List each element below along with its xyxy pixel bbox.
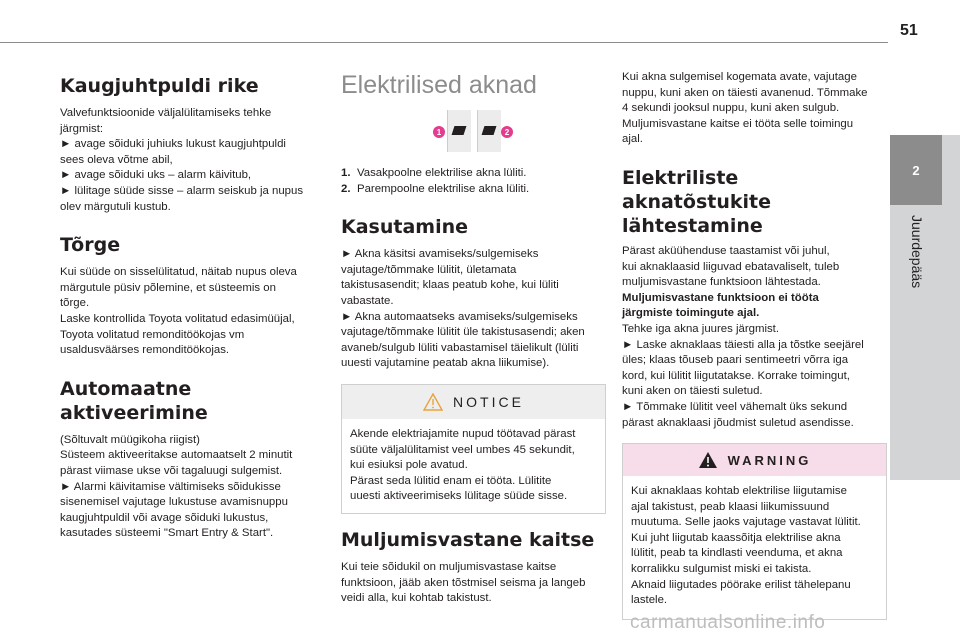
text-line: ► Laske aknaklaas täiesti alla ja tõstke seejärel	[622, 338, 864, 351]
text-line: kord, kui lülitit liigutatakse. Korrake toimingut,	[622, 369, 850, 382]
warning-header	[623, 444, 886, 476]
auto-activation-text	[60, 433, 325, 542]
text-line: 4 sekundi jooksul nuppu, kuni aken sulgub.	[622, 102, 840, 115]
text-line: muljumisvastane funktsioon lähtestada.	[622, 276, 821, 289]
section-title-anti-pinch: Muljumisvastane kaitse	[341, 528, 595, 551]
text-line: takistusasendit; klaas peatub kohe, kui lüliti	[341, 279, 559, 292]
title-line: Elektriliste aknatõstukite	[622, 166, 771, 213]
text-line: ► lülitage süüde sisse – alarm seiskub ja nupus	[60, 184, 304, 197]
text-line: süüte väljalülitamist veel umbes 45 sekundit,	[350, 443, 575, 456]
text-line: Aknaid liigutades pöörake erilist tähelepanu	[631, 578, 851, 591]
section-title-remote-failure: Kaugjuhtpuldi rike	[60, 75, 259, 97]
text-line: uuesti vajutamine peatab akna liikumise).	[341, 357, 550, 370]
text-line: Süsteem aktiveeritakse automaatselt 2 minutit	[60, 449, 293, 462]
text-line: Pärast seda lülitid enam ei tööta. Lülitite	[350, 474, 552, 487]
callout-badge-1: 1	[433, 126, 445, 138]
text-line: Toyota volitatud remonditöökojas vm	[60, 328, 245, 341]
callout-badge-2: 2	[501, 126, 513, 138]
text-line: kui aknaklaasid liiguvad ebatavaliselt, tuleb	[622, 260, 840, 273]
text-line: Tehke iga akna juures järgmist.	[622, 322, 780, 335]
text-line: Kui teie sõidukil on muljumisvastase kaitse	[341, 560, 557, 573]
title-line: lähtestamine	[622, 214, 763, 237]
text-line: tõrge.	[60, 297, 90, 310]
text-line: kaugjuhtpuldil või avage sõiduki lukustus,	[60, 511, 269, 524]
page-number: 51	[900, 22, 918, 39]
text-line: ► Akna käsitsi avamiseks/sulgemiseks	[341, 248, 539, 261]
text-line: funktsioon, jääb aken tõstmisel seisma ja langeb	[341, 576, 586, 589]
text-line: muutuma. Selle jaoks vajutage vastavat lülitit.	[631, 516, 861, 529]
text-line: Laske kontrollida Toyota volitatud edasimüüjal,	[60, 312, 295, 325]
text-line: Valvefunktsioonide väljalülitamiseks tehke	[60, 107, 272, 119]
watermark: carmanualsonline.info	[630, 612, 826, 633]
header-divider	[0, 42, 888, 43]
text-line: nuppu, kuni aken on täiesti avanenud. Tõmmake	[622, 86, 868, 99]
text-line: järgmist:	[60, 122, 104, 135]
chapter-number: 2	[890, 135, 942, 205]
switch-legend	[341, 166, 606, 197]
exclamation-triangle-icon	[698, 451, 718, 469]
text-line: pärast aknaklaasi jõudmist suletud asendisse.	[622, 416, 854, 429]
column-3	[622, 70, 887, 620]
section-title-fault: Tõrge	[60, 234, 121, 257]
text-line: lastele.	[631, 594, 668, 607]
text-line: kasutades süsteemi "Smart Entry & Start".	[60, 527, 274, 540]
text-line: ► avage sõiduki uks – alarm käivitub,	[60, 169, 252, 182]
notice-box	[341, 384, 606, 514]
text-line: ajal takistust, peab klaasi liikumissuund	[631, 500, 830, 513]
warning-title: WARNING	[727, 452, 812, 468]
remote-failure-text	[60, 106, 325, 215]
item-number: 1.	[341, 167, 351, 179]
text-line: Kui aknaklaas kohtab elektrilise liigutamise	[631, 485, 847, 498]
text-line: ► Akna automaatseks avamiseks/sulgemiseks	[341, 310, 578, 323]
text-line: lülitit, peab ta kindlasti veenduma, et akna	[631, 547, 843, 560]
text-line: ajal.	[622, 133, 643, 146]
text-line: usaldusväärses remonditöökojas.	[60, 344, 230, 357]
anti-pinch-continued-text	[622, 70, 887, 148]
text-line: sees oleva võtme abil,	[60, 153, 173, 166]
text-line: Akende elektriajamite nupud töötavad pärast	[350, 427, 576, 440]
list-item	[341, 182, 606, 198]
anti-pinch-text	[341, 560, 606, 607]
text-line: ► avage sõiduki juhiuks lukust kaugjuhtpuldi	[60, 138, 286, 151]
text-line: kui esiuksi pole avatud.	[350, 459, 468, 472]
text-line: ► Alarmi käivitamise vältimiseks sõidukisse	[60, 480, 281, 493]
text-line: Muljumisvastane kaitse ei tööta selle toimingu	[622, 117, 854, 130]
section-title-power-windows: Elektrilised aknad	[341, 71, 537, 99]
text-line: sisenemisel vajutage lukustuse avamisnuppu	[60, 496, 288, 509]
warning-box	[622, 443, 887, 620]
text-line: (Sõltuvalt müügikoha riigist)	[60, 433, 200, 446]
warning-body	[623, 476, 886, 619]
text-line: vabastate.	[341, 294, 394, 307]
list-item	[341, 166, 606, 182]
fault-text	[60, 265, 325, 359]
text-line: märgutule püsiv põlemine, et süsteemis on	[60, 281, 276, 294]
text-line: Kui juht liigutab kaassõitja elektrilise akna	[631, 531, 841, 544]
chapter-tab	[890, 135, 960, 480]
text-line: veidi alla, kui kohtab takistust.	[341, 592, 492, 605]
notice-body	[342, 419, 605, 513]
reset-text	[622, 244, 887, 431]
warning-triangle-icon	[423, 393, 443, 411]
usage-text	[341, 247, 606, 372]
text-line: pärast viimase ukse või tagaluugi sulgemist.	[60, 464, 283, 477]
text-line: vajutage/tõmmake lülitit üle takistusasendi; aken	[341, 326, 585, 339]
item-text: Parempoolne elektrilise akna lüliti.	[357, 182, 530, 195]
text-line: Pärast aküühenduse taastamist või juhul,	[622, 244, 830, 257]
text-line: olev märgutuli kustub.	[60, 200, 171, 213]
text-line: korralikku sulgumist miski ei takista.	[631, 563, 812, 576]
text-line: Kui akna sulgemisel kogemata avate, vajutage	[622, 71, 857, 83]
item-text: Vasakpoolne elektrilise akna lüliti.	[357, 167, 527, 179]
text-line: üles; klaas tõuseb paari sentimeetri võrra iga	[622, 354, 849, 367]
text-line: kuni aken on täiesti suletud.	[622, 385, 763, 398]
section-title-usage: Kasutamine	[341, 216, 469, 239]
window-switch-figure	[433, 110, 513, 152]
notice-header	[342, 385, 605, 419]
text-line: avaneb/sulgub lüliti vabastamisel täielikult (lüliti	[341, 341, 579, 354]
bold-line: Muljumisvastane funktsioon ei tööta	[622, 291, 819, 304]
section-title-window-reset	[622, 166, 887, 238]
chapter-label: Juurdepääs	[909, 215, 925, 289]
column-1	[60, 70, 325, 542]
item-number: 2.	[341, 182, 351, 195]
bold-line: järgmiste toimingute ajal.	[622, 307, 760, 320]
text-line: vajutage/tõmmake lülitit, ületamata	[341, 263, 517, 276]
section-title-auto-activation: Automaatne aktiveerimine	[60, 377, 208, 424]
column-2	[341, 70, 606, 607]
text-line: uuesti aktiveerimiseks lülitage süüde sisse.	[350, 490, 568, 503]
notice-title: NOTICE	[453, 393, 524, 410]
text-line: ► Tõmmake lülitit veel vähemalt üks sekund	[622, 400, 848, 413]
text-line: Kui süüde on sisselülitatud, näitab nupus oleva	[60, 266, 297, 279]
